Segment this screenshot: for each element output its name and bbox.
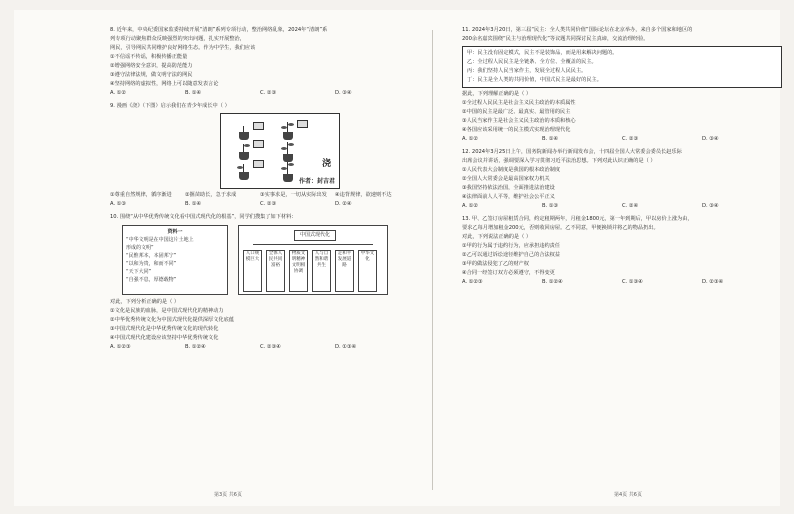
comic-author: 作者：封吉君 bbox=[298, 178, 335, 185]
page-footer-left: 第3页 共6页 bbox=[214, 492, 242, 498]
option: B. ①②④ bbox=[542, 279, 563, 285]
text-line: “以和为贵，和而不同” bbox=[126, 261, 177, 267]
option: A. ①② bbox=[462, 136, 479, 142]
page-divider bbox=[432, 30, 433, 490]
right-column bbox=[462, 26, 782, 287]
diagram-node: 人口规模巨大 bbox=[243, 250, 262, 292]
text-line: 11. 2024年3月20日，第三届“民主：全人类共同价值”国际论坛在北京举办，来自多个国家和地区的 bbox=[462, 27, 693, 33]
left-column bbox=[110, 26, 410, 352]
option: C. ①③④ bbox=[622, 279, 643, 285]
option: A. ①②③ bbox=[462, 279, 483, 285]
question-13-options bbox=[462, 278, 782, 287]
text-line: 出席会议并讲话，强调要深入学习贯彻习近平法治思想。下列对此认识正确的是（ ） bbox=[462, 158, 656, 164]
material-1-title: 资料一 bbox=[167, 229, 183, 235]
option: A. ①② bbox=[110, 90, 127, 96]
question-9-stem: 9. 漫画《浇》（下图）启示我们在青少年成长中（ ） bbox=[110, 103, 230, 109]
text-line: ②乙可以通过诉讼途径维护自己的合法权益 bbox=[462, 252, 561, 258]
option: B. ①②④ bbox=[185, 344, 206, 350]
option: A. ①②③ bbox=[110, 344, 131, 350]
text-line: 8. 近年来，中央纪委国家监委持续开展“清朗”系列专项行动，整治网络乱象，2024年“清朗”系 bbox=[110, 27, 328, 33]
item: ①尊重自然规律，循序渐进 bbox=[110, 192, 172, 198]
text-line: ①全过程人民民主是社会主义民主政治的本质属性 bbox=[462, 100, 576, 106]
question-10-options bbox=[110, 343, 410, 352]
option: A. ①② bbox=[462, 203, 479, 209]
text-line: 对此，下列分析正确的是（ ） bbox=[110, 299, 180, 305]
option: D. ②③④ bbox=[702, 279, 724, 285]
text-line: ①甲的行为属于违约行为，应承担违约责任 bbox=[462, 243, 561, 249]
text-line: ④坚持网络的虚拟性，网络上可以随意发表言论 bbox=[110, 81, 219, 87]
text-line: 对此，下列说法正确的是（ ） bbox=[462, 234, 532, 240]
text-line: 13. 甲、乙签订房屋租赁合同，约定租期两年，月租金1800元，第一年到期后，甲以房价上涨为由， bbox=[462, 216, 693, 222]
option: D. ③④ bbox=[335, 90, 352, 96]
text-line: 据此，下列理解正确的是（ ） bbox=[462, 91, 532, 97]
text-line: 丁：民主是全人类的共同价值，中国式民主是最好的民主。 bbox=[467, 77, 602, 83]
text-line: ③我国坚持依法治国，全面推进法治建设 bbox=[462, 185, 555, 191]
text-line: 形成的文明” bbox=[126, 245, 154, 251]
exam-sheet bbox=[14, 10, 780, 506]
question-10-body bbox=[110, 298, 410, 343]
text-line: ②增强网络安全意识，提高防范能力 bbox=[110, 63, 193, 69]
question-13 bbox=[462, 215, 782, 278]
text-line: 网民，引导网民共同维护良好网络生态。作为中学生，我们应该 bbox=[110, 45, 256, 51]
text-line: ③中国式现代化是中华优秀传统文化的现代转化 bbox=[110, 326, 219, 332]
comic-image bbox=[220, 113, 340, 189]
option: B. ①④ bbox=[185, 201, 202, 207]
question-12-options bbox=[462, 202, 782, 211]
text-line: ②中国的民主是最广泛、最真实、最管用的民主 bbox=[462, 109, 571, 115]
text-line: ③人民当家作主是社会主义民主政治的本质和核心 bbox=[462, 118, 576, 124]
text-line: “自强不息，厚德载物” bbox=[126, 277, 177, 283]
text-line: 丙：我们坚持人民当家作主，发展全过程人民民主。 bbox=[467, 68, 587, 74]
question-11-body bbox=[462, 90, 782, 135]
option: D. ③④ bbox=[702, 203, 719, 209]
text-line: “天下大同” bbox=[126, 269, 152, 275]
option: C. ②③④ bbox=[260, 344, 281, 350]
material-2-diagram bbox=[238, 225, 388, 295]
option: B. ①④ bbox=[542, 136, 559, 142]
text-line: “民惟邦本，本固邦宁” bbox=[126, 253, 177, 259]
option: A. ①③ bbox=[110, 201, 127, 207]
text-line: “中华文明是在中国这片土地上 bbox=[126, 237, 194, 243]
item: ③实事求是，一切从实际出发 bbox=[260, 192, 327, 198]
text-line: ④合同一经签订双方必须遵守，不得变更 bbox=[462, 270, 555, 276]
text-line: ④中国式现代化建设应该坚持中华优秀传统文化 bbox=[110, 335, 219, 341]
text-line: ④法律面前人人平等，维护社会公平正义 bbox=[462, 194, 555, 200]
diagram-node: 走和平发展道路 bbox=[335, 250, 354, 292]
option: D. ①③④ bbox=[335, 344, 357, 350]
page-footer-right: 第4页 共6页 bbox=[614, 492, 642, 498]
option: C. ②④ bbox=[622, 203, 639, 209]
text-line: 甲：民主没有固定模式，民主不是装饰品，而是用来解决问题的。 bbox=[467, 50, 618, 56]
text-line: ①人民代表大会制度是我国的根本政治制度 bbox=[462, 167, 561, 173]
diagram-node: 全体人民共同富裕 bbox=[266, 250, 285, 292]
diagram-root: 中国式现代化 bbox=[294, 230, 336, 241]
text-line: ①文化是民族的血脉，是中国式现代化的精神动力 bbox=[110, 308, 224, 314]
option: C. ②③ bbox=[622, 136, 639, 142]
question-12 bbox=[462, 148, 782, 202]
question-11-box bbox=[462, 46, 782, 88]
diagram-node: 中华文化 bbox=[358, 250, 377, 292]
option: D. ②④ bbox=[335, 201, 352, 207]
text-line: ③甲的做法侵犯了乙的财产权 bbox=[462, 261, 529, 267]
diagram-node: 物质文明精神文明相协调 bbox=[289, 250, 308, 292]
comic-title: 浇 bbox=[321, 159, 331, 169]
question-11 bbox=[462, 26, 782, 44]
option: C. ②③ bbox=[260, 201, 277, 207]
question-11-options bbox=[462, 135, 782, 144]
option: B. ①④ bbox=[185, 90, 202, 96]
question-8-options bbox=[110, 89, 410, 98]
materials bbox=[122, 225, 410, 295]
option: C. ②③ bbox=[260, 90, 277, 96]
text-line: 200余名嘉宾围绕“民主与治理现代化”等议题共同探讨民主真谛，交流治理经验。 bbox=[462, 36, 649, 42]
question-8 bbox=[110, 26, 410, 89]
text-line: 12. 2024年3月25日上午，国务院新闻办举行新闻发布会，十四届全国人大常委会委员长赵乐际 bbox=[462, 149, 682, 155]
question-9-items bbox=[110, 191, 410, 200]
option: B. ①③ bbox=[542, 203, 559, 209]
text-line: 要求乙每月增加租金200元，否则收回房屋。乙不同意，甲便换锁并将乙的物品扔出。 bbox=[462, 225, 659, 231]
text-line: ④各国应该采用统一的民主模式实现治理现代化 bbox=[462, 127, 571, 133]
diagram-node: 人与自然和谐共生 bbox=[312, 250, 331, 292]
text-line: 乙：全过程人民民主是全链条、全方位、全覆盖的民主。 bbox=[467, 59, 597, 65]
question-10-stem: 10. 围绕“从中华优秀传统文化看中国式现代化的根基”，同学们搜集了如下材料： bbox=[110, 214, 297, 220]
material-1-box bbox=[122, 225, 228, 295]
item: ②揠苗助长，急于求成 bbox=[185, 192, 237, 198]
text-line: 列专项行动聚焦群众反映强烈的突出问题，扎实开展整治， bbox=[110, 36, 245, 42]
text-line: ③遵守法律法规，做文明守法的网民 bbox=[110, 72, 193, 78]
text-line: ②中华优秀传统文化为中国式现代化提供深厚文化底蕴 bbox=[110, 317, 234, 323]
option: D. ③④ bbox=[702, 136, 719, 142]
text-line: ①不信谣不传谣，积极传播正能量 bbox=[110, 54, 188, 60]
question-9-options bbox=[110, 200, 410, 209]
item: ④违背规律，欲速则不达 bbox=[335, 192, 392, 198]
text-line: ②全国人大常委会是最高国家权力机关 bbox=[462, 176, 550, 182]
